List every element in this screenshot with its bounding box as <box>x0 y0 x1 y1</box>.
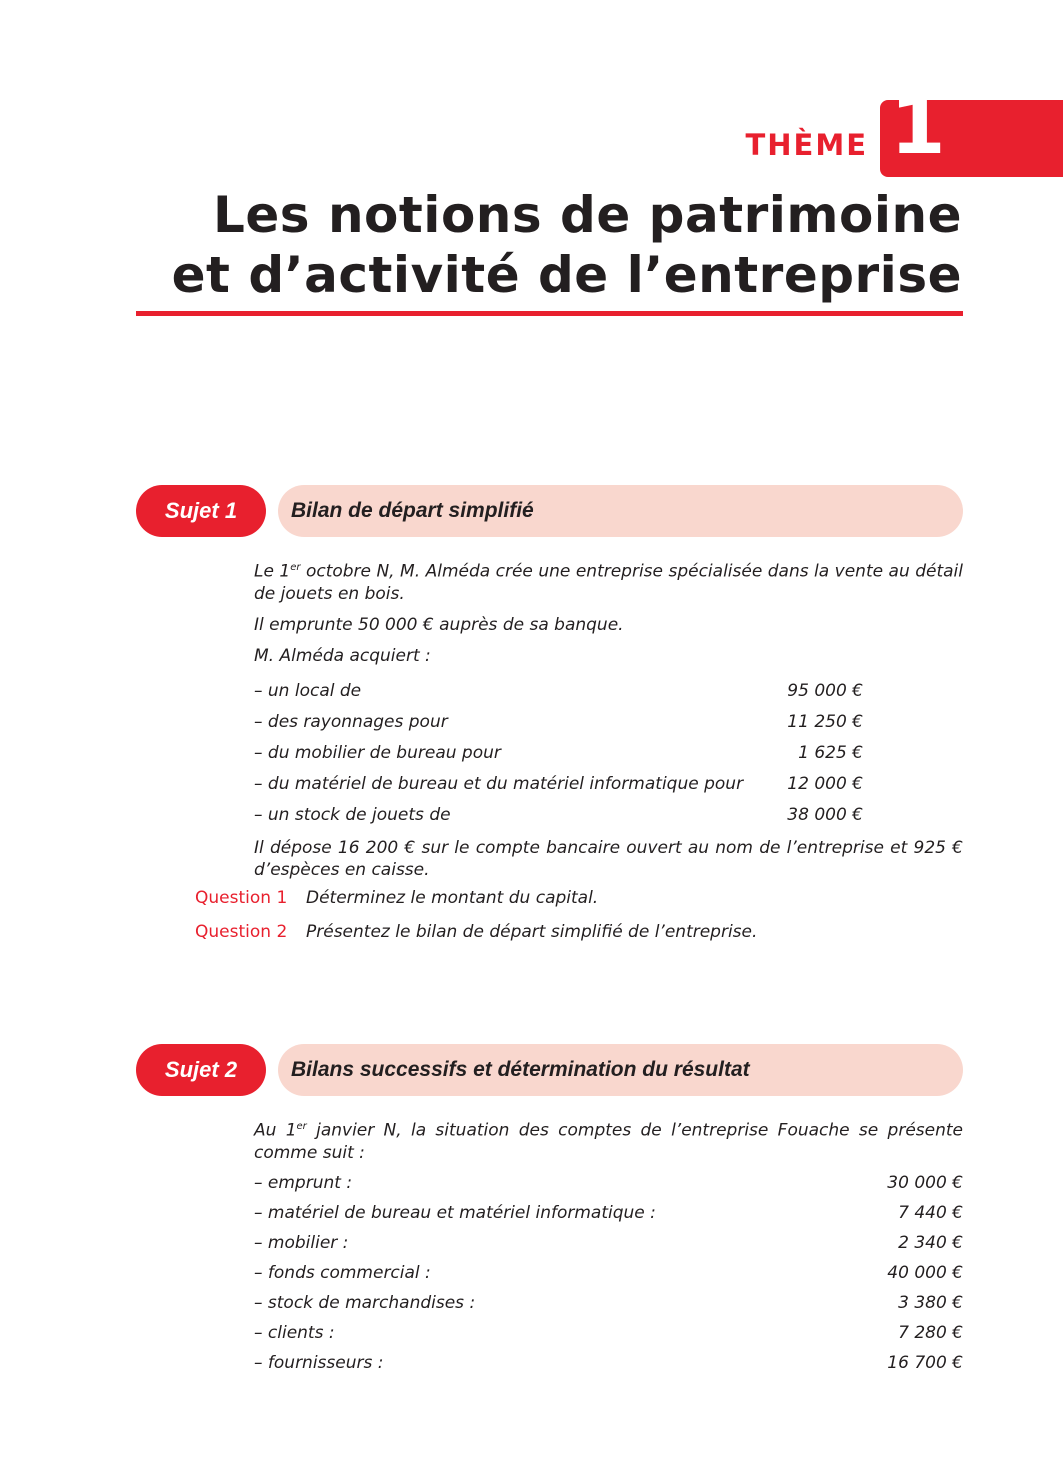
item-amount: 16 700 € <box>887 1352 963 1373</box>
chapter-title <box>172 185 962 305</box>
item-amount: 30 000 € <box>887 1172 963 1193</box>
sujet-1-deposit: Il dépose 16 200 € sur le compte bancaire ouvert au nom de l’entreprise et 925 € d’espèces en caisse. <box>254 837 963 880</box>
list-item <box>254 1198 963 1228</box>
list-item <box>254 1228 963 1258</box>
item-label: – un local de <box>254 680 362 701</box>
item-amount: 7 440 € <box>898 1202 963 1223</box>
item-label: – fonds commercial : <box>254 1262 431 1283</box>
theme-number: 1 <box>890 79 946 172</box>
sujet-1-acquires: M. Alméda acquiert : <box>254 645 431 666</box>
list-item <box>254 1288 963 1318</box>
intro-text: Le 1 <box>254 561 291 582</box>
sujet-1-intro <box>254 557 963 605</box>
sujet-1-badge: Sujet 1 <box>136 485 266 537</box>
item-label: – un stock de jouets de <box>254 804 451 825</box>
item-label: – matériel de bureau et matériel informatique : <box>254 1202 656 1223</box>
item-label: – mobilier : <box>254 1232 349 1253</box>
chapter-title-line2: et d’activité de l’entreprise <box>171 246 962 304</box>
sujet-2-badge: Sujet 2 <box>136 1044 266 1096</box>
item-label: – du matériel de bureau et du matériel informatique pour <box>254 773 744 794</box>
item-amount: 40 000 € <box>887 1262 963 1283</box>
sujet-1-title: Bilan de départ simplifié <box>278 485 963 537</box>
item-amount: 38 000 € <box>787 804 863 825</box>
question-text: Présentez le bilan de départ simplifié de l’entreprise. <box>306 922 758 942</box>
sujet-1-loan: Il emprunte 50 000 € auprès de sa banque. <box>254 614 624 635</box>
list-item <box>254 1318 963 1348</box>
sujet-2-body <box>254 1116 963 1384</box>
list-item <box>254 800 963 831</box>
item-label: – emprunt : <box>254 1172 353 1193</box>
intro-text: janvier N, la situation des comptes de l’entreprise Fouache se présente comme suit : <box>254 1120 963 1163</box>
intro-text: Au 1 <box>254 1120 297 1141</box>
item-label: – fournisseurs : <box>254 1352 384 1373</box>
question-label: Question 1 <box>195 888 288 908</box>
list-item <box>254 738 963 769</box>
title-divider <box>136 311 963 316</box>
list-item <box>254 676 963 707</box>
list-item <box>254 1348 963 1378</box>
intro-text: octobre N, M. Alméda crée une entreprise spécialisée dans la vente au détail de jouets en bois. <box>254 561 963 604</box>
intro-sup: er <box>296 1121 307 1132</box>
sujet-2-intro <box>254 1116 963 1164</box>
sujet-2-title: Bilans successifs et détermination du résultat <box>278 1044 963 1096</box>
intro-sup: er <box>290 562 301 573</box>
item-amount: 11 250 € <box>787 711 863 732</box>
question-2 <box>195 922 757 942</box>
item-amount: 3 380 € <box>898 1292 963 1313</box>
item-amount: 12 000 € <box>787 773 863 794</box>
item-amount: 7 280 € <box>898 1322 963 1343</box>
item-label: – clients : <box>254 1322 335 1343</box>
sujet-1-body <box>254 557 963 890</box>
list-item <box>254 1258 963 1288</box>
theme-number-box <box>880 79 1063 177</box>
chapter-title-line1: Les notions de patrimoine <box>213 186 962 244</box>
list-item <box>254 707 963 738</box>
list-item <box>254 769 963 800</box>
list-item <box>254 1168 963 1198</box>
item-label: – stock de marchandises : <box>254 1292 476 1313</box>
theme-label: THÈME <box>745 128 868 162</box>
question-label: Question 2 <box>195 922 288 942</box>
item-amount: 2 340 € <box>898 1232 963 1253</box>
question-1 <box>195 888 598 908</box>
question-text: Déterminez le montant du capital. <box>306 888 599 908</box>
item-amount: 1 625 € <box>798 742 863 763</box>
item-label: – des rayonnages pour <box>254 711 448 732</box>
item-label: – du mobilier de bureau pour <box>254 742 501 763</box>
item-amount: 95 000 € <box>787 680 863 701</box>
